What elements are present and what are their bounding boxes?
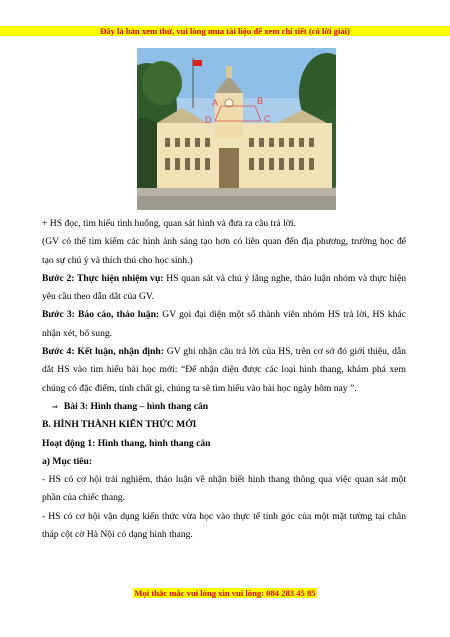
step-4-label: Bước 4: Kết luận, nhận định: [42,346,164,358]
lesson-title: Bài 3: Hình thang – hình thang cân [63,400,209,412]
paragraph-step-4 [42,343,406,398]
figure-label-a: A [212,98,219,108]
preview-notice-text: Đây là bản xem thử, vui lòng mua tài liệu để xem chi tiết (có lời giải) [100,26,350,36]
step-3-label: Bước 3: Báo cáo, thảo luận: [42,309,160,321]
section-b-heading: B. HÌNH THÀNH KIẾN THỨC MỚI [42,419,197,431]
preview-notice-banner [0,26,450,36]
paragraph-step-2 [42,270,406,307]
step-2-text: HS quan sát và chú ý lắng nghe, thảo luận nhóm và thực hiện yêu cầu theo dẫn dắt của GV. [42,272,407,303]
figure-label-c: C [264,114,271,124]
objective-item-2: - HS có cơ hội vận dụng kiến thức vừa học vào thực tế tính góc của một mặt tường tại chân tháp cột cờ Hà Nội có dạng hình thang. [42,510,406,541]
figure-label-d: D [205,115,212,125]
contact-footer [0,588,450,598]
step-3-text: GV gọi đại diện một số thành viên nhóm HS trả lời, HS khác nhận xét, bổ sung. [42,309,406,339]
step-2-label: Bước 2: Thực hiện nhiệm vụ: [42,272,164,284]
paragraph-step-3 [42,306,406,343]
document-body [42,215,406,544]
lesson-title-bullet [42,398,406,416]
paragraph-teacher-note: (GV có thể tìm kiếm các hình ảnh sáng tạo hơn có liên quan đến địa phương, trường học để tạo sự chú ý và thích thú cho học sinh.) [42,236,406,266]
building-photo [137,48,336,210]
contact-text: Mọi thắc mắc vui lòng xin vui lòng: 084 283 45 85 [134,588,316,598]
objective-item-1: - HS có cơ hội trải nghiệm, thảo luận về nhận biết hình thang thông qua việc quan sát một phần của chiếc thang. [42,474,406,504]
step-4-text: GV ghi nhận câu trả lời của HS, trên cơ sở đó giới thiệu, dẫn dắt HS vào tìm hiểu bài học mới: “Để nhận diện được các loại hình thang, khám phá xem chúng có đặc điểm, tính chất gì, chúng ta sẽ tìm hiểu vào bài học ngày hôm nay ”. [42,346,406,394]
figure-label-b: B [257,96,264,106]
arrow-bullet-icon: ⇒ [52,402,58,411]
paragraph-student-task: + HS đọc, tìm hiểu tình huống, quan sát hình và đưa ra câu trả lời. [42,218,296,229]
activity-1-heading: Hoạt động 1: Hình thang, hình thang cân [42,437,211,449]
objective-heading: a) Mục tiêu: [42,455,93,467]
